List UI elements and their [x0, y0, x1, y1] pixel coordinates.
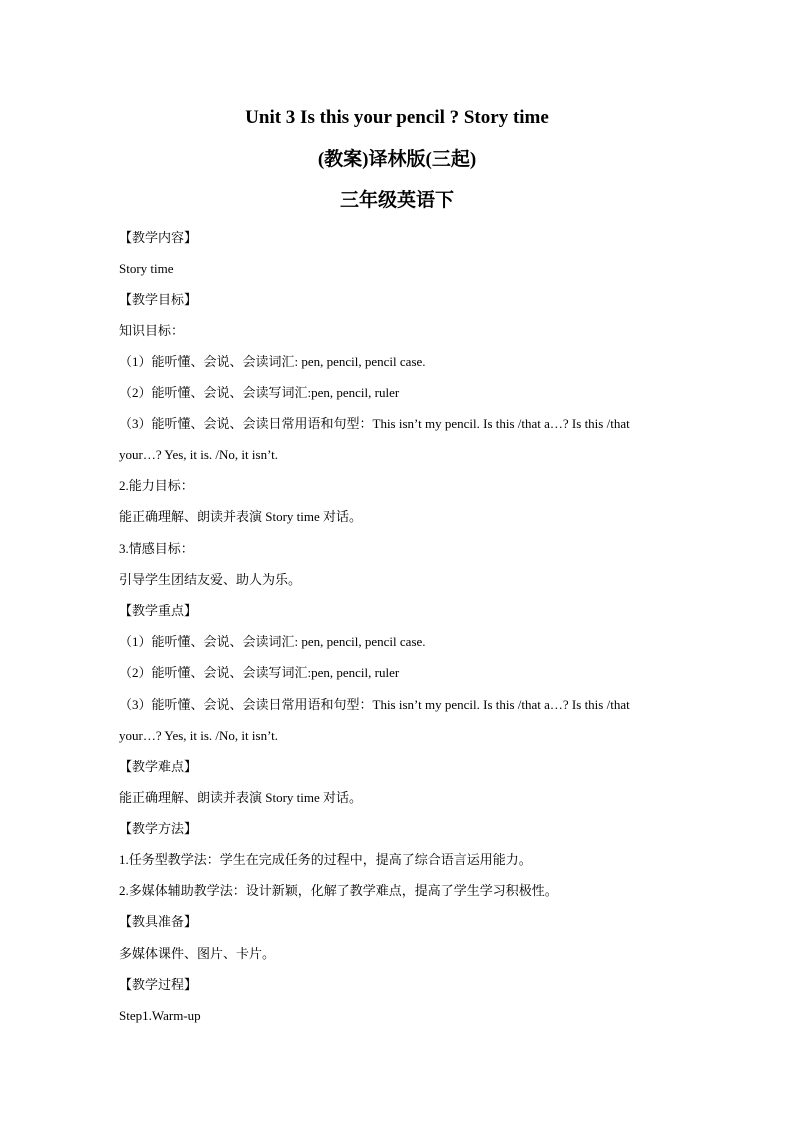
body-line: （3）能听懂、会说、会读日常用语和句型：This isn’t my pencil. Is this /that a…? Is this /that: [119, 416, 630, 431]
body-line: 2.能力目标：: [119, 478, 194, 493]
body-line: your…? Yes, it is. /No, it isn’t.: [119, 728, 279, 743]
body-line: 1.任务型教学法：学生在完成任务的过程中，提高了综合语言运用能力。: [119, 852, 532, 867]
body-line: your…? Yes, it is. /No, it isn’t.: [119, 447, 279, 462]
body-line: Step1.Warm-up: [119, 1008, 201, 1023]
body-line: （2）能听懂、会说、会读写词汇:pen, pencil, ruler: [119, 385, 400, 400]
section-heading-methods: 【教学方法】: [119, 821, 198, 836]
document-grade: 三年级英语下: [339, 190, 454, 211]
body-line: （1）能听懂、会说、会读词汇: pen, pencil, pencil case.: [119, 634, 426, 649]
body-line: 多媒体课件、图片、卡片。: [119, 946, 276, 961]
section-heading-materials: 【教具准备】: [119, 914, 198, 929]
section-heading-objectives: 【教学目标】: [119, 292, 198, 307]
body-line: 2.多媒体辅助教学法：设计新颖，化解了教学难点，提高了学生学习积极性。: [119, 883, 558, 898]
section-heading-key-points: 【教学重点】: [119, 603, 198, 618]
body-line: Story time: [119, 261, 174, 276]
section-heading-process: 【教学过程】: [119, 977, 198, 992]
body-line: 3.情感目标：: [119, 541, 194, 556]
body-line: （2）能听懂、会说、会读写词汇:pen, pencil, ruler: [119, 665, 400, 680]
section-heading-content: 【教学内容】: [119, 230, 198, 245]
section-heading-difficulties: 【教学难点】: [119, 759, 198, 774]
document-title: Unit 3 Is this your pencil ? Story time: [245, 107, 549, 128]
body-line: 能正确理解、朗读并表演 Story time 对话。: [119, 790, 363, 805]
body-line: 能正确理解、朗读并表演 Story time 对话。: [119, 509, 363, 524]
body-line: （1）能听懂、会说、会读词汇: pen, pencil, pencil case.: [119, 354, 426, 369]
document-subtitle: (教案)译林版(三起): [317, 149, 477, 170]
body-line: （3）能听懂、会说、会读日常用语和句型：This isn’t my pencil. Is this /that a…? Is this /that: [119, 697, 630, 712]
body-line: 引导学生团结友爱、助人为乐。: [119, 572, 302, 587]
body-line: 知识目标：: [119, 323, 185, 338]
